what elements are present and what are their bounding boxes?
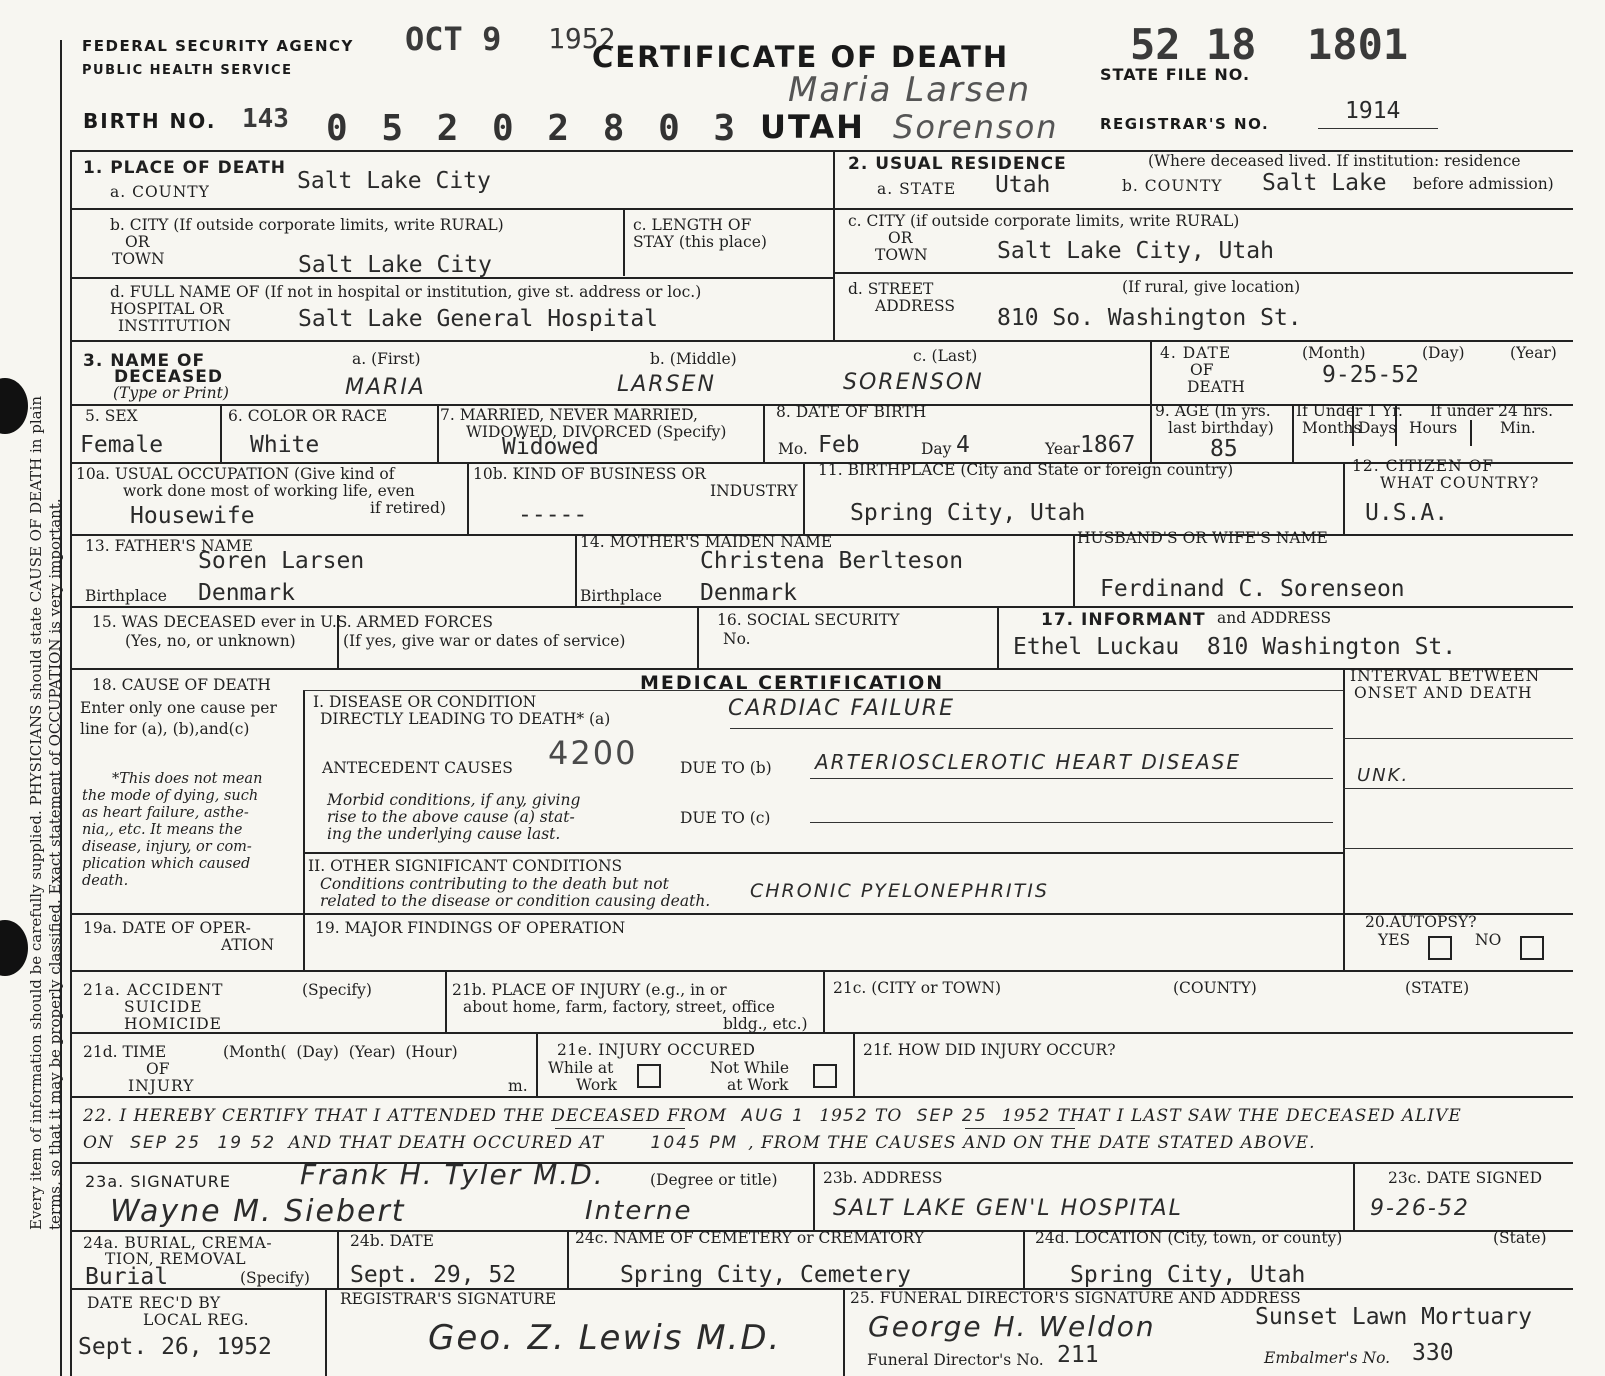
due-to-c-label: DUE TO (c) [680, 809, 771, 827]
spouse-name: Ferdinand C. Sorenseon [1100, 576, 1405, 602]
residence-county-label: b. COUNTY [1122, 177, 1223, 195]
morbid-note: Morbid conditions, if any, giving rise to the above cause (a) stat- ing the underlying cause last. [327, 791, 581, 843]
autopsy-label: 20.AUTOPSY? [1365, 913, 1477, 931]
birth-no-prefix: 143 [242, 104, 289, 134]
death-year-label: (Year) [1510, 344, 1557, 362]
received-stamp-date: OCT 9 [405, 20, 502, 58]
injury-time-columns: (Month( (Day) (Year) (Hour) [223, 1043, 458, 1061]
mother-name: Christena Berlteson [700, 548, 964, 574]
mother-name-label: 14. MOTHER'S MAIDEN NAME [580, 533, 833, 551]
other-conditions-label-2: Conditions contributing to the death but not [320, 875, 669, 893]
other-conditions: CHRONIC PYELONEPHRITIS [750, 880, 1049, 902]
hospital-name: Salt Lake General Hospital [298, 306, 659, 332]
last-seen-date: SEP 25 [130, 1133, 202, 1153]
place-of-injury-label-3: bldg., etc.) [723, 1015, 808, 1033]
marital-label: 7. MARRIED, NEVER MARRIED, [440, 406, 698, 424]
armed-forces-label-2: (Yes, no, or unknown) [125, 632, 296, 650]
under-1-yr-label: If Under 1 Yr. [1296, 402, 1403, 420]
registrar-label: REGISTRAR'S NO. [1100, 115, 1270, 133]
interval-label: INTERVAL BETWEEN [1350, 667, 1541, 685]
autopsy-no-label: NO [1475, 931, 1502, 949]
last-name-label: c. (Last) [913, 347, 978, 365]
street-label: d. STREET [848, 280, 934, 298]
not-while-at-work-checkbox[interactable] [813, 1064, 837, 1088]
injury-time-label-3: INJURY [128, 1077, 195, 1095]
attended-from: AUG 1 [741, 1106, 805, 1126]
residence-city-town: TOWN [875, 246, 928, 264]
birth-no-digits: 0 5 2 0 2 8 0 3 [326, 108, 742, 149]
race: White [250, 432, 320, 458]
date-received-label-2: LOCAL REG. [143, 1311, 250, 1329]
sex: Female [80, 432, 164, 458]
birth-no-label: BIRTH NO. [83, 109, 217, 133]
interval-b: UNK. [1357, 765, 1410, 786]
residence-city-label: c. CITY (if outside corporate limits, write RURAL) [848, 212, 1240, 230]
date-of-death-label-2: OF [1190, 361, 1214, 379]
operation-findings-label: 19. MAJOR FINDINGS OF OPERATION [315, 919, 626, 937]
certify-line-2: ON SEP 25 19 52 AND THAT DEATH OCCURED AT 1045 PM , FROM THE CAUSES AND ON THE DATE STATED ABOVE. [83, 1133, 1316, 1153]
residence-note: (Where deceased lived. If institution: residence [1148, 152, 1521, 170]
injury-city-label: 21c. (CITY or TOWN) [833, 979, 1002, 997]
birthplace-label: 11. BIRTHPLACE (City and State or foreign country) [818, 461, 1234, 479]
time-of-death: 1045 PM [650, 1133, 739, 1153]
citizen-label: 12. CITIZEN OF [1352, 457, 1495, 475]
cause-instructions: Enter only one cause per [80, 699, 277, 717]
state-file-label: STATE FILE NO. [1100, 65, 1251, 84]
spouse-name-label: HUSBAND'S OR WIFE'S NAME [1077, 529, 1328, 547]
informant: Ethel Luckau 810 Washington St. [1013, 634, 1457, 660]
attended-to: SEP 25 [916, 1106, 988, 1126]
burial-state-label: (State) [1493, 1229, 1547, 1247]
father-birthplace-label: Birthplace [85, 587, 167, 605]
death-day-label: (Day) [1422, 344, 1465, 362]
under-24-hrs-label: If under 24 hrs. [1430, 402, 1554, 420]
occupation-label-2: work done most of working life, even [123, 482, 415, 500]
date-of-death: 9-25-52 [1322, 362, 1419, 388]
handwritten-name-2: Sorenson [893, 108, 1059, 146]
marital-label-2: WIDOWED, DIVORCED (Specify) [466, 423, 727, 441]
antecedent-label: ANTECEDENT CAUSES [322, 759, 513, 777]
mother-birthplace: Denmark [700, 580, 797, 606]
months-label: Months [1302, 419, 1362, 437]
death-city-label: b. CITY (If outside corporate limits, write RURAL) [110, 216, 504, 234]
hospital-label-2: HOSPITAL OR [110, 300, 224, 318]
dob-month-label: Mo. [778, 440, 808, 458]
occupation-label-3: if retired) [370, 499, 446, 517]
death-city-or: OR [125, 233, 150, 251]
injury-county-label: (COUNTY) [1173, 979, 1257, 997]
suicide-label: SUICIDE [124, 998, 203, 1016]
father-name-label: 13. FATHER'S NAME [85, 537, 253, 555]
burial-label: 24a. BURIAL, CREMA- [83, 1234, 273, 1252]
first-name-label: a. (First) [352, 350, 421, 368]
side-instructions: Every item of information should be carefully supplied. PHYSICIANS should state CAUSE OF DEATH in plain terms, so that it may be properly classified. Exact statement of OCCUPATION is very important. [27, 395, 64, 1230]
injury-time-label-2: OF [146, 1060, 170, 1078]
last-name: SORENSON [843, 370, 984, 395]
other-conditions-label-3: related to the disease or condition causing death. [320, 892, 711, 910]
autopsy-no-checkbox[interactable] [1520, 936, 1544, 960]
residence-city-or: OR [888, 229, 913, 247]
physician-address: SALT LAKE GEN'L HOSPITAL [833, 1196, 1183, 1221]
occupation-label: 10a. USUAL OCCUPATION (Give kind of [76, 465, 395, 483]
embalmer-no: 330 [1412, 1340, 1454, 1366]
certify-line-1: 22. I HEREBY CERTIFY THAT I ATTENDED THE DECEASED FROM AUG 1 1952 TO SEP 25 1952 THAT I LAST SAW THE DECEASED ALIVE [83, 1106, 1462, 1126]
accident-specify-label: (Specify) [302, 981, 372, 999]
deceased-name-label-2: DECEASED [114, 367, 223, 387]
operation-date-label: 19a. DATE OF OPER- [83, 919, 251, 937]
race-label: 6. COLOR OR RACE [228, 407, 388, 425]
cause-a: CARDIAC FAILURE [728, 696, 955, 721]
injury-state-label: (STATE) [1405, 979, 1470, 997]
days-label: Days [1358, 419, 1397, 437]
state-file-number: 52 18 1801 [1130, 20, 1409, 69]
registrar-no: 1914 [1345, 98, 1401, 124]
while-at-work-label-2: Work [576, 1076, 618, 1094]
occupation: Housewife [130, 503, 255, 529]
place-of-injury-label-2: about home, farm, factory, street, office [463, 998, 775, 1016]
cause-instructions-2: line for (a), (b),and(c) [80, 720, 250, 738]
marital-status: Widowed [502, 434, 599, 460]
dob-day-label: Day [921, 440, 952, 458]
interval-label-2: ONSET AND DEATH [1354, 684, 1533, 702]
birthplace: Spring City, Utah [850, 500, 1086, 526]
street-label-2: ADDRESS [875, 297, 955, 315]
age: 85 [1210, 436, 1238, 462]
dob-day: 4 [956, 432, 970, 458]
injury-m-label: m. [508, 1077, 528, 1095]
while-at-work-checkbox[interactable] [637, 1064, 661, 1088]
date-received: Sept. 26, 1952 [78, 1334, 272, 1360]
middle-name-label: b. (Middle) [650, 350, 737, 368]
citizenship: U.S.A. [1365, 500, 1449, 526]
punch-hole-top [0, 378, 28, 434]
due-to-b-label: DUE TO (b) [680, 759, 772, 777]
residence-state: Utah [995, 172, 1051, 198]
burial-date-label: 24b. DATE [350, 1232, 434, 1250]
dob-label: 8. DATE OF BIRTH [776, 403, 927, 421]
age-label-2: last birthday) [1168, 419, 1274, 437]
dob-year: 1867 [1080, 432, 1136, 458]
autopsy-yes-checkbox[interactable] [1428, 936, 1452, 960]
residence-county: Salt Lake [1262, 170, 1387, 196]
first-name: MARIA [345, 375, 426, 400]
death-city-town: TOWN [112, 250, 165, 268]
father-birthplace: Denmark [198, 580, 295, 606]
date-signed-label: 23c. DATE SIGNED [1388, 1169, 1543, 1187]
dob-month: Feb [818, 432, 860, 458]
social-security-label-2: No. [723, 630, 751, 648]
dob-year-label: Year [1045, 440, 1080, 458]
sex-label: 5. SEX [85, 407, 138, 425]
injury-time-label: 21d. TIME [83, 1043, 167, 1061]
cause-note: *This does not mean the mode of dying, such as heart failure, asthe- nia,, etc. It means the disease, injury, or com- plication which caused death. [82, 771, 263, 889]
date-signed: 9-26-52 [1370, 1196, 1470, 1221]
mortuary-name: Sunset Lawn Mortuary [1255, 1304, 1532, 1330]
street-address: 810 So. Washington St. [997, 305, 1302, 331]
how-injury-occurred-label: 21f. HOW DID INJURY OCCUR? [863, 1041, 1116, 1059]
cause-b: ARTERIOSCLEROTIC HEART DISEASE [815, 750, 1241, 774]
business-label: 10b. KIND OF BUSINESS OR [473, 465, 706, 483]
medical-certification-title: MEDICAL CERTIFICATION [640, 672, 945, 694]
cause-of-death-label: 18. CAUSE OF DEATH [92, 676, 271, 694]
not-while-at-work-label: Not While [710, 1059, 790, 1077]
burial-specify-label: (Specify) [240, 1269, 310, 1287]
address-label: 23b. ADDRESS [823, 1169, 943, 1187]
service-name: PUBLIC HEALTH SERVICE [82, 63, 293, 78]
injury-occured-label: 21e. INJURY OCCURED [557, 1041, 756, 1059]
burial-date: Sept. 29, 52 [350, 1262, 517, 1288]
burial-location: Spring City, Utah [1070, 1262, 1306, 1288]
place-of-injury-label: 21b. PLACE OF INJURY (e.g., in or [452, 981, 727, 999]
signature-label: 23a. SIGNATURE [85, 1172, 231, 1191]
informant-address-label: and ADDRESS [1217, 609, 1332, 627]
cemetery-label: 24c. NAME OF CEMETERY or CREMATORY [575, 1229, 925, 1247]
business-label-2: INDUSTRY [710, 482, 798, 500]
length-of-stay-label-2: STAY (this place) [633, 233, 767, 251]
armed-forces-label-3: (If yes, give war or dates of service) [343, 632, 626, 650]
middle-name: LARSEN [617, 372, 716, 397]
operation-date-label-2: ATION [221, 936, 275, 954]
usual-residence-label: 2. USUAL RESIDENCE [848, 154, 1067, 174]
other-conditions-label: II. OTHER SIGNIFICANT CONDITIONS [308, 857, 623, 875]
place-of-death-label: 1. PLACE OF DEATH [83, 158, 287, 178]
disease-label: I. DISEASE OR CONDITION [313, 693, 537, 711]
handwritten-name-1: Maria Larsen [788, 70, 1032, 110]
hospital-label-3: INSTITUTION [118, 317, 231, 335]
death-city: Salt Lake City [298, 252, 492, 278]
residence-note-2: before admission) [1413, 175, 1554, 193]
informant-label: 17. INFORMANT [1041, 610, 1206, 630]
minutes-label: Min. [1500, 419, 1536, 437]
hours-label: Hours [1409, 419, 1458, 437]
deceased-name-label: 3. NAME OF [83, 351, 206, 371]
disease-label-2: DIRECTLY LEADING TO DEATH* (a) [320, 710, 611, 728]
director-no-label: Funeral Director's No. [867, 1351, 1044, 1369]
date-of-death-label: 4. DATE [1160, 344, 1232, 362]
received-stamp-year: 1952 [548, 22, 616, 55]
cause-code: 4200 [548, 734, 638, 772]
burial-label-2: TION, REMOVAL [105, 1250, 247, 1268]
date-received-label: DATE REC'D BY [87, 1294, 221, 1312]
not-while-at-work-label-2: at Work [727, 1076, 789, 1094]
hospital-label: d. FULL NAME OF (If not in hospital or institution, give st. address or loc.) [110, 283, 702, 301]
length-of-stay-label: c. LENGTH OF [633, 216, 752, 234]
homicide-label: HOMICIDE [124, 1015, 222, 1033]
degree-label: (Degree or title) [650, 1171, 778, 1189]
age-label: 9. AGE (In yrs. [1155, 402, 1271, 420]
while-at-work-label: While at [548, 1059, 614, 1077]
death-county-label: a. COUNTY [110, 183, 210, 201]
signer-title: Interne [585, 1196, 693, 1226]
burial-location-label: 24d. LOCATION (City, town, or county) [1035, 1229, 1343, 1247]
punch-hole-bottom [0, 920, 28, 976]
residence-city: Salt Lake City, Utah [997, 238, 1274, 264]
disposition: Burial [85, 1264, 169, 1290]
agency-name: FEDERAL SECURITY AGENCY [82, 37, 354, 55]
director-no: 211 [1057, 1342, 1099, 1368]
intern-signature: Wayne M. Siebert [110, 1194, 406, 1229]
mother-birthplace-label: Birthplace [580, 587, 662, 605]
father-name: Soren Larsen [198, 548, 365, 574]
funeral-director-signature: George H. Weldon [868, 1310, 1156, 1343]
death-county: Salt Lake City [297, 168, 491, 194]
citizen-label-2: WHAT COUNTRY? [1380, 474, 1540, 492]
autopsy-yes-label: YES [1378, 931, 1411, 949]
registrar-signature: Geo. Z. Lewis M.D. [428, 1318, 782, 1358]
embalmer-no-label: Embalmer's No. [1264, 1349, 1391, 1367]
death-month-label: (Month) [1302, 344, 1366, 362]
residence-state-label: a. STATE [877, 180, 957, 198]
state-name: UTAH [760, 108, 865, 146]
business: ----- [518, 502, 588, 528]
social-security-label: 16. SOCIAL SECURITY [717, 611, 900, 629]
accident-label: 21a. ACCIDENT [83, 981, 224, 999]
rural-note: (If rural, give location) [1122, 278, 1301, 296]
date-of-death-label-3: DEATH [1187, 378, 1245, 396]
funeral-director-label: 25. FUNERAL DIRECTOR'S SIGNATURE AND ADDRESS [850, 1289, 1301, 1307]
certificate-title: CERTIFICATE OF DEATH [592, 40, 1010, 74]
armed-forces-label: 15. WAS DECEASED ever in U.S. ARMED FORCES [92, 613, 493, 631]
cemetery: Spring City, Cemetery [620, 1262, 911, 1288]
physician-signature: Frank H. Tyler M.D. [300, 1158, 605, 1191]
deceased-name-label-3: (Type or Print) [113, 384, 229, 402]
registrar-signature-label: REGISTRAR'S SIGNATURE [340, 1290, 557, 1308]
